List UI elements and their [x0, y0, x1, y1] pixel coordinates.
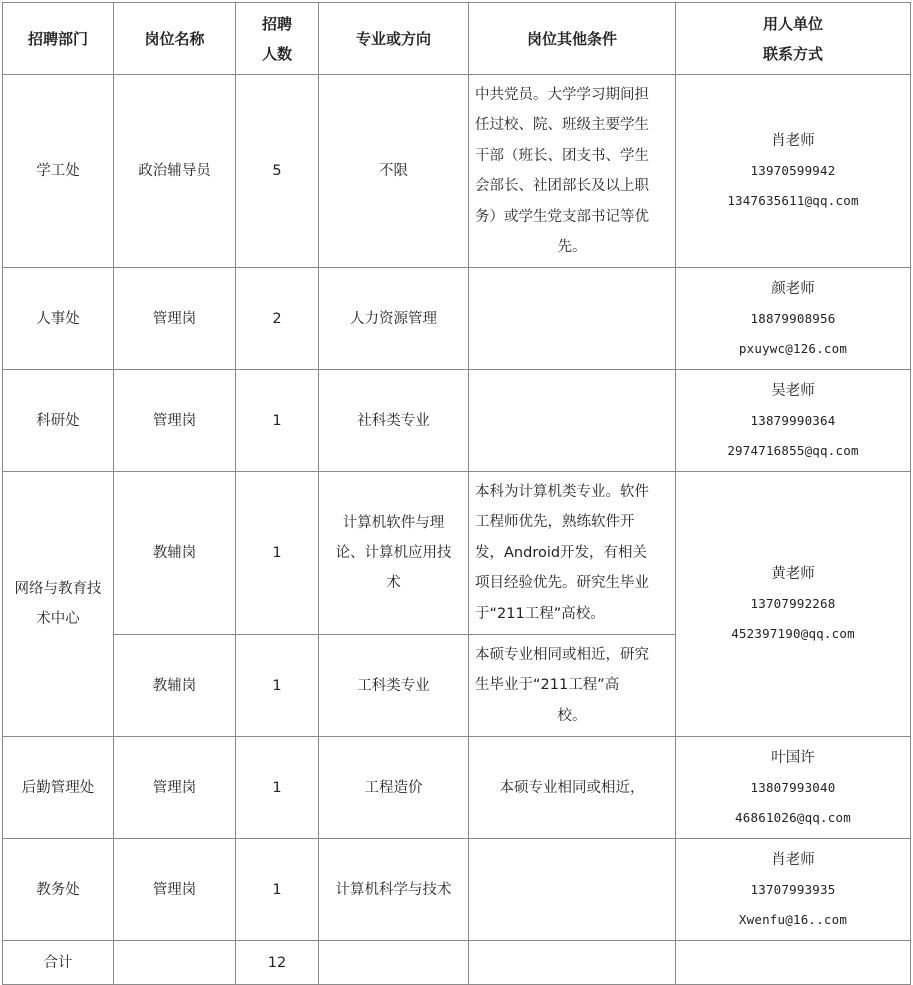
total-empty — [319, 941, 469, 985]
conditions-line: 务）或学生党支部书记等优 — [475, 208, 649, 225]
contact-phone: 13707993935 — [750, 881, 836, 897]
conditions-line: 中共党员。大学学习期间担 — [475, 86, 649, 103]
major-cell: 人力资源管理 — [319, 268, 469, 370]
major-cell: 工科类专业 — [319, 635, 469, 737]
conditions-cell: 本硕专业相同或相近， — [469, 737, 676, 839]
header-conditions: 岗位其他条件 — [469, 3, 676, 75]
conditions-cell — [469, 635, 676, 737]
major-line: 论、计算机应用技 — [335, 545, 452, 561]
header-major: 专业或方向 — [319, 3, 469, 75]
conditions-line: 本科为计算机类专业。软件 — [475, 483, 649, 500]
contact-phone: 13970599942 — [750, 163, 836, 178]
header-contact — [676, 3, 911, 75]
total-empty — [469, 941, 676, 985]
position-cell: 管理岗 — [114, 370, 236, 472]
count-cell: 1 — [236, 370, 319, 472]
recruitment-table — [2, 2, 911, 985]
contact-email: pxuywc@126.com — [738, 340, 848, 356]
dept-cell: 人事处 — [3, 268, 114, 370]
contact-email: 452397190@qq.com — [731, 626, 855, 641]
contact-cell — [676, 737, 911, 839]
header-count-line1: 招聘 — [261, 14, 292, 33]
contact-email: 1347635611@qq.com — [727, 193, 859, 208]
conditions-cell — [469, 370, 676, 472]
header-contact-line1: 用人单位 — [762, 14, 823, 33]
contact-phone: 13807993040 — [750, 779, 836, 795]
dept-cell: 教务处 — [3, 839, 114, 941]
dept-cell: 后勤管理处 — [3, 737, 114, 839]
conditions-line: 发，Android开发，有相关 — [475, 544, 648, 561]
position-cell: 管理岗 — [114, 268, 236, 370]
dept-line2: 术中心 — [36, 611, 80, 627]
dept-cell: 学工处 — [3, 75, 114, 268]
contact-email: Xwenfu@16..com — [738, 911, 848, 927]
header-count-line2: 人数 — [261, 44, 292, 63]
conditions-line: 本硕专业相同或相近，研究 — [475, 646, 649, 663]
conditions-line: 项目经验优先。研究生毕业 — [475, 575, 649, 592]
conditions-cell — [469, 268, 676, 370]
dept-line1: 网络与教育技 — [14, 581, 102, 597]
contact-name: 肖老师 — [771, 851, 815, 868]
header-contact-line2: 联系方式 — [762, 44, 823, 63]
contact-phone: 13879990364 — [750, 412, 836, 428]
major-cell: 社科类专业 — [319, 370, 469, 472]
count-cell: 1 — [236, 635, 319, 737]
conditions-line: 工程师优先，熟练软件开 — [475, 514, 635, 531]
contact-cell — [676, 839, 911, 941]
contact-name: 肖老师 — [771, 133, 815, 149]
total-count: 12 — [236, 941, 319, 985]
major-cell: 工程造价 — [319, 737, 469, 839]
table-row — [3, 472, 911, 635]
header-dept: 招聘部门 — [3, 3, 114, 75]
position-cell: 教辅岗 — [114, 472, 236, 635]
count-cell: 1 — [236, 839, 319, 941]
conditions-line: 干部（班长、团支书、学生 — [475, 147, 649, 164]
conditions-line: 任过校、院、班级主要学生 — [475, 117, 649, 133]
count-cell: 2 — [236, 268, 319, 370]
contact-email: 46861026@qq.com — [735, 809, 851, 825]
conditions-line: 先。 — [557, 239, 587, 255]
conditions-line: 于“211工程”高校。 — [475, 605, 605, 622]
conditions-cell — [469, 75, 676, 268]
contact-name: 黄老师 — [771, 566, 815, 582]
major-cell — [319, 472, 469, 635]
header-count — [236, 3, 319, 75]
contact-name: 叶国许 — [771, 749, 815, 766]
conditions-line: 校。 — [557, 707, 587, 724]
count-cell: 1 — [236, 472, 319, 635]
count-cell: 1 — [236, 737, 319, 839]
contact-name: 吴老师 — [771, 382, 815, 399]
table-row — [3, 839, 911, 941]
total-row — [3, 941, 911, 985]
contact-email: 2974716855@qq.com — [727, 442, 859, 458]
header-row — [3, 3, 911, 75]
dept-cell — [3, 472, 114, 737]
position-cell: 管理岗 — [114, 737, 236, 839]
table-row — [3, 737, 911, 839]
major-cell: 不限 — [319, 75, 469, 268]
conditions-line: 会部长、社团部长及以上职 — [475, 178, 649, 194]
table-row — [3, 268, 911, 370]
table-row — [3, 370, 911, 472]
table-row — [3, 75, 911, 268]
count-cell: 5 — [236, 75, 319, 268]
position-cell: 管理岗 — [114, 839, 236, 941]
major-line: 计算机软件与理 — [342, 515, 445, 531]
major-cell: 计算机科学与技术 — [319, 839, 469, 941]
conditions-cell — [469, 472, 676, 635]
dept-cell: 科研处 — [3, 370, 114, 472]
conditions-cell — [469, 839, 676, 941]
contact-cell — [676, 75, 911, 268]
conditions-line: 生毕业于“211工程”高 — [475, 677, 620, 694]
contact-cell — [676, 268, 911, 370]
contact-cell — [676, 370, 911, 472]
total-empty — [114, 941, 236, 985]
total-empty — [676, 941, 911, 985]
header-position: 岗位名称 — [114, 3, 236, 75]
major-line: 术 — [386, 575, 401, 591]
position-cell: 政治辅导员 — [114, 75, 236, 268]
contact-name: 颜老师 — [771, 280, 815, 297]
contact-cell — [676, 472, 911, 737]
contact-phone: 18879908956 — [750, 310, 836, 326]
contact-phone: 13707992268 — [750, 596, 836, 611]
position-cell: 教辅岗 — [114, 635, 236, 737]
total-label: 合计 — [3, 941, 114, 985]
